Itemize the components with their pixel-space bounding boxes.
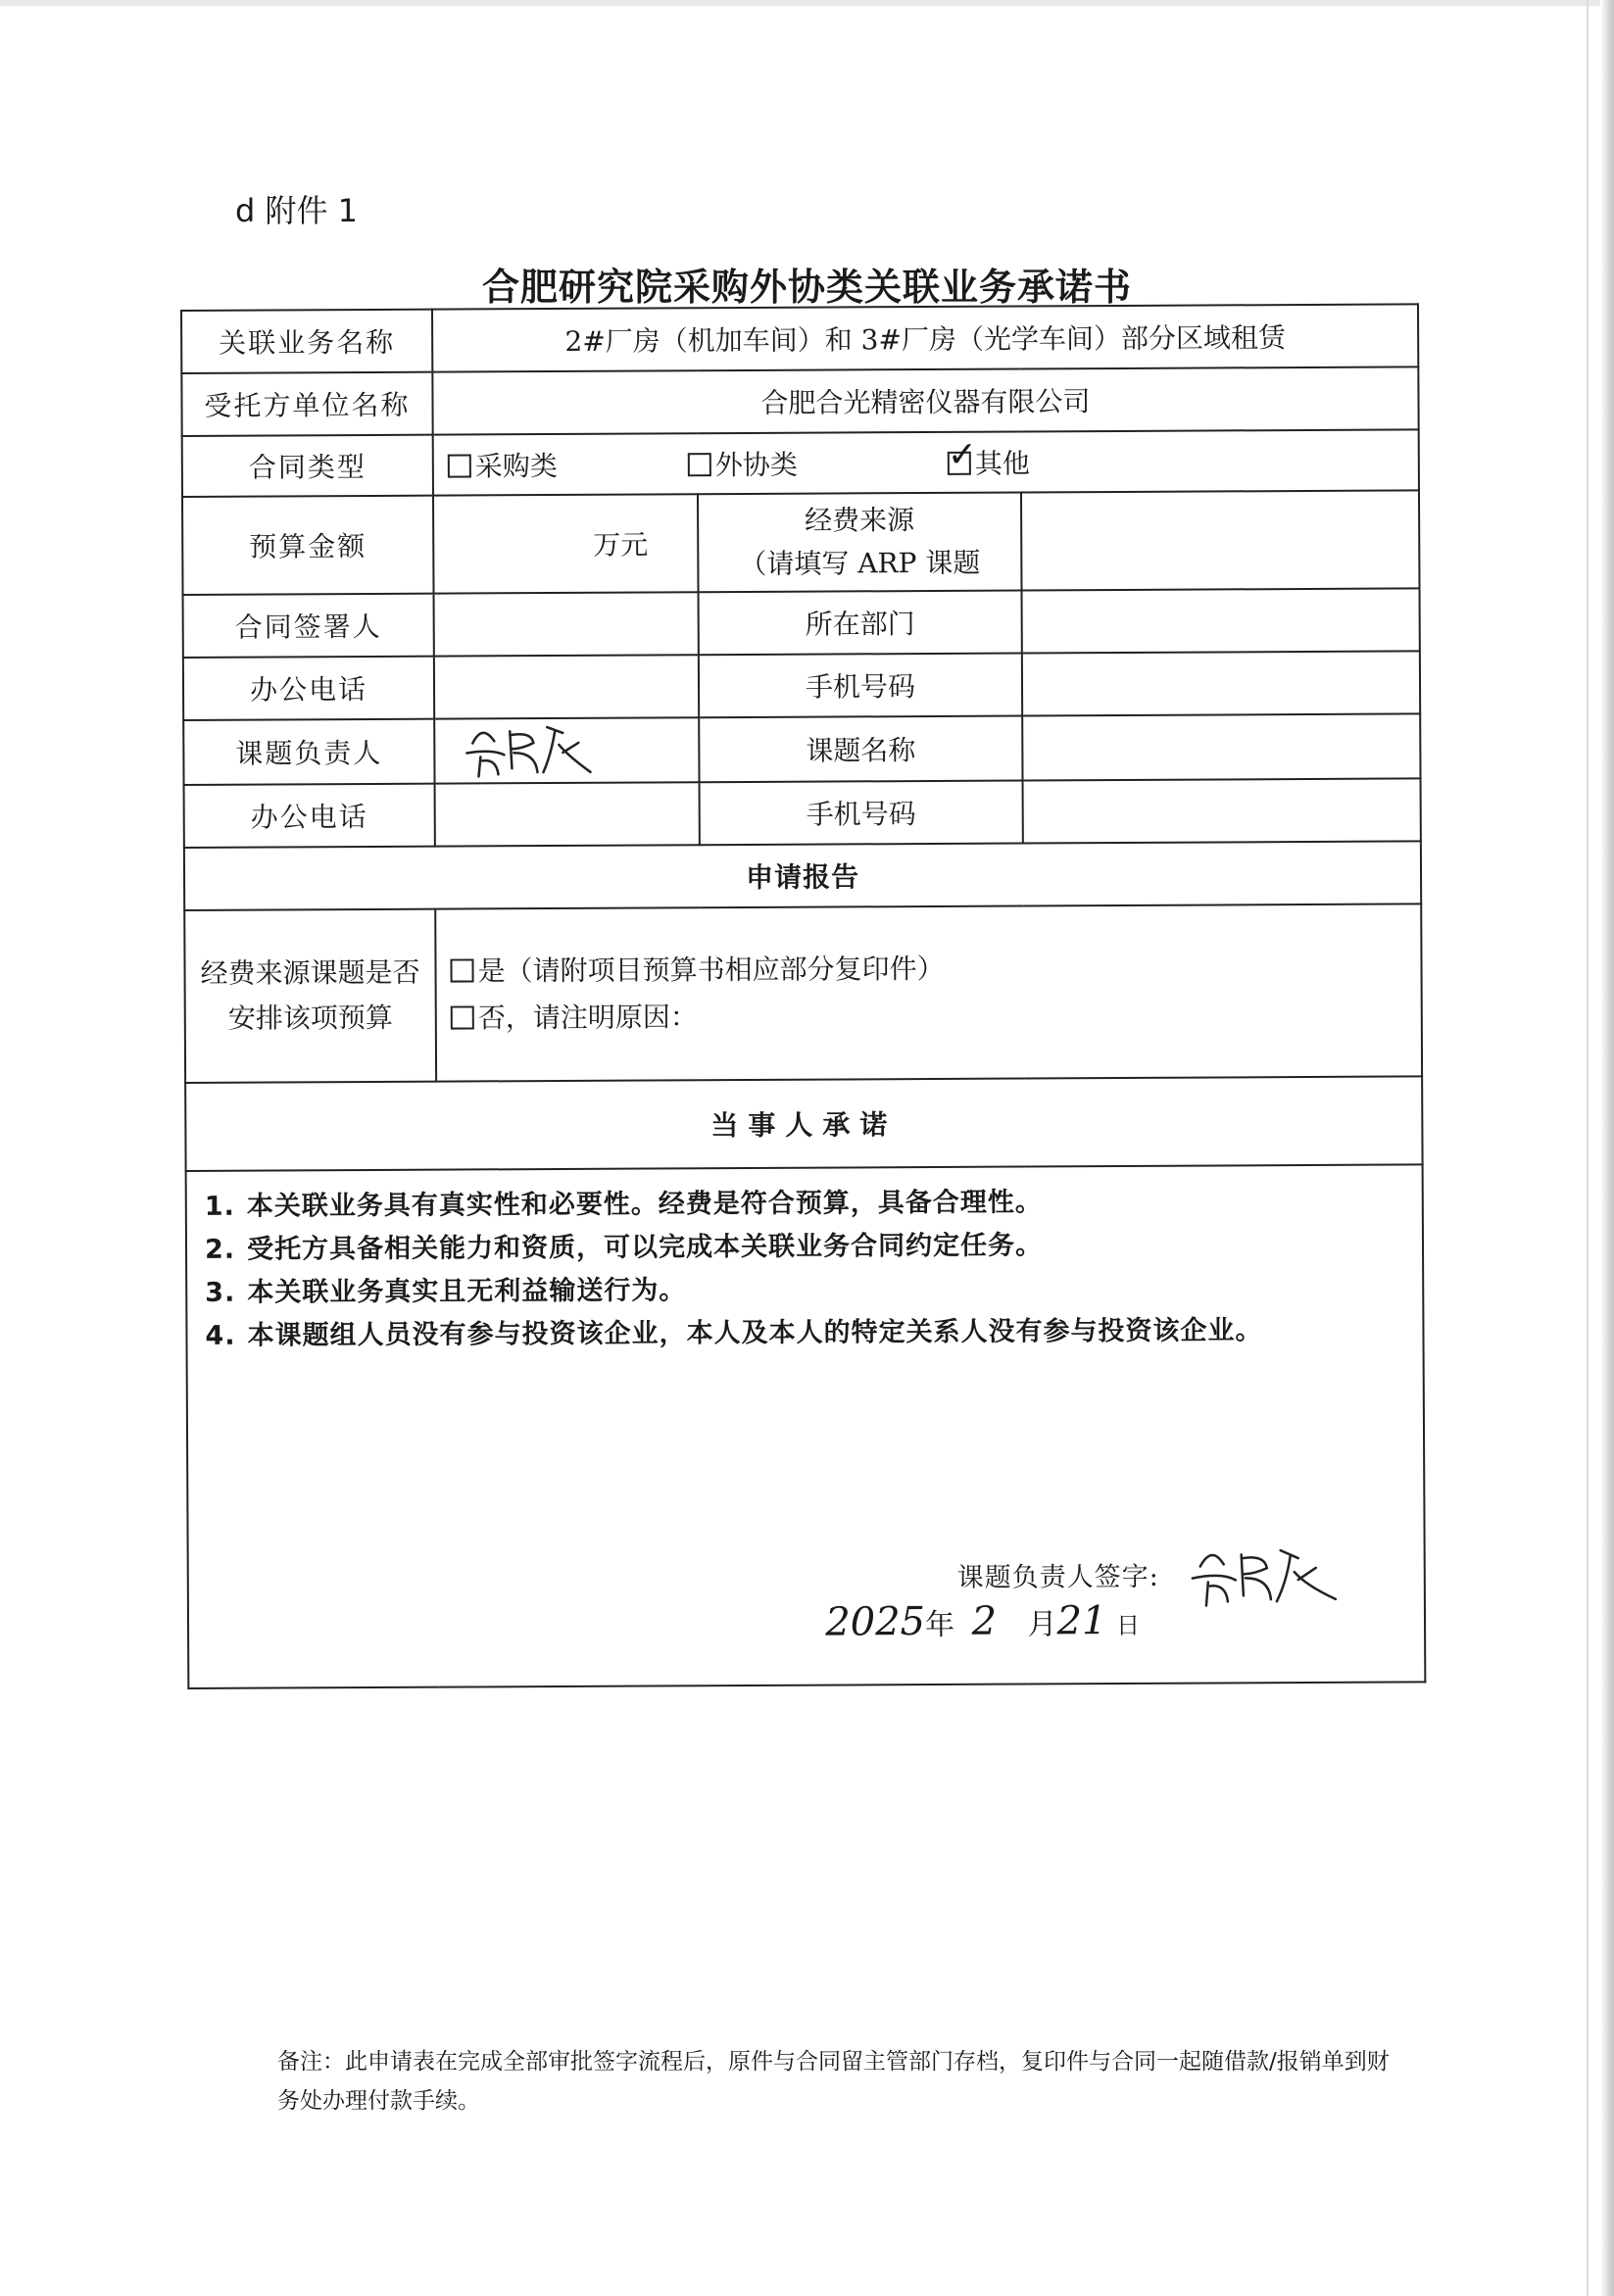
mobile-value-2[interactable] bbox=[1023, 778, 1421, 843]
purchase-label: 采购类 bbox=[474, 449, 558, 483]
mobile-label-2: 手机号码 bbox=[700, 781, 1023, 846]
office-phone-value[interactable] bbox=[434, 655, 699, 718]
date-month-char: 月 bbox=[1027, 1607, 1057, 1642]
row-budget bbox=[182, 490, 1420, 595]
commitment-item: 3. 本关联业务真实且无利益输送行为。 bbox=[205, 1275, 687, 1308]
commitment-body bbox=[186, 1164, 1426, 1688]
option-outsourcing[interactable] bbox=[688, 443, 948, 483]
leader-signature-handwriting bbox=[453, 713, 610, 783]
row-office-phone-2 bbox=[184, 778, 1421, 848]
footer-note: 备注：此申请表在完成全部审批签字流程后，原件与合同留主管部门存档，复印件与合同一起随借款/报销单到财务处办理付款手续。 bbox=[277, 2049, 1390, 2114]
row-contract-type bbox=[182, 429, 1419, 497]
row-business-name bbox=[181, 304, 1418, 373]
contract-type-label: 合同类型 bbox=[182, 435, 433, 497]
document-title: 合肥研究院采购外协类关联业务承诺书 bbox=[481, 266, 1132, 309]
date-year: 2025 bbox=[825, 1599, 926, 1645]
commitment-item: 2. 受托方具备相关能力和资质，可以完成本关联业务合同约定任务。 bbox=[204, 1230, 1044, 1265]
application-options bbox=[435, 904, 1422, 1081]
department-value[interactable] bbox=[1022, 588, 1420, 653]
contract-signer-value[interactable] bbox=[434, 592, 699, 656]
date-month: 2 bbox=[971, 1598, 998, 1644]
budget-value[interactable] bbox=[433, 494, 699, 593]
date-day-char: 日 bbox=[1116, 1611, 1141, 1640]
mobile-label: 手机号码 bbox=[699, 654, 1022, 718]
scan-edge-top bbox=[0, 0, 1614, 6]
project-name-label: 课题名称 bbox=[699, 716, 1022, 783]
option-purchase[interactable] bbox=[448, 444, 688, 484]
commitment-form-table bbox=[180, 303, 1426, 1689]
signature-label: 课题负责人签字: bbox=[956, 1561, 1159, 1593]
no-checkbox[interactable] bbox=[451, 1005, 474, 1029]
row-office-phone bbox=[183, 651, 1420, 720]
yes-checkbox[interactable] bbox=[450, 958, 473, 982]
scan-edge-right bbox=[1600, 0, 1614, 2296]
other-checkbox[interactable] bbox=[948, 452, 971, 475]
funding-source-label-cell bbox=[698, 493, 1022, 593]
commitment-item: 4. 本课题组人员没有参与投资该企业，本人及本人的特定关系人没有参与投资该企业。 bbox=[205, 1315, 1263, 1351]
attachment-label: d 附件 1 bbox=[235, 192, 359, 229]
funding-source-hint: （请填写 ARP 课题 bbox=[739, 546, 981, 581]
row-entrusted-unit bbox=[181, 366, 1418, 436]
sign-date bbox=[825, 1598, 1140, 1645]
application-question-line1: 经费来源课题是否 bbox=[200, 955, 420, 990]
row-commitment-heading bbox=[185, 1076, 1422, 1171]
project-leader-label: 课题负责人 bbox=[183, 719, 434, 785]
application-question bbox=[184, 909, 436, 1083]
leader-signature-handwriting-2 bbox=[1179, 1537, 1355, 1616]
option-other[interactable] bbox=[948, 442, 1030, 481]
scan-edge-line bbox=[1587, 0, 1589, 2296]
project-leader-signature bbox=[434, 717, 699, 783]
outsourcing-checkbox[interactable] bbox=[688, 453, 711, 476]
department-label: 所在部门 bbox=[699, 591, 1022, 656]
row-application-heading bbox=[184, 841, 1421, 910]
option-yes[interactable] bbox=[450, 943, 1414, 995]
project-name-value[interactable] bbox=[1022, 713, 1420, 780]
contract-type-options bbox=[433, 429, 1419, 495]
contract-signer-label: 合同签署人 bbox=[183, 594, 434, 658]
purchase-checkbox[interactable] bbox=[448, 454, 471, 477]
office-phone-label: 办公电话 bbox=[183, 657, 434, 720]
date-year-char: 年 bbox=[924, 1607, 955, 1643]
application-heading: 申请报告 bbox=[184, 841, 1421, 910]
office-phone-value-2[interactable] bbox=[435, 782, 700, 846]
commitment-heading: 当事人承诺 bbox=[185, 1076, 1422, 1171]
business-name-label: 关联业务名称 bbox=[181, 310, 432, 373]
budget-label: 预算金额 bbox=[182, 496, 434, 595]
signature-area bbox=[825, 1537, 1366, 1667]
no-label: 否，请注明原因： bbox=[477, 1001, 698, 1035]
other-label: 其他 bbox=[974, 447, 1030, 480]
entrusted-unit-value: 合肥合光精密仪器有限公司 bbox=[432, 366, 1418, 434]
row-project-leader bbox=[183, 713, 1420, 785]
commitment-item: 1. 本关联业务具有真实性和必要性。经费是符合预算，具备合理性。 bbox=[204, 1187, 1043, 1222]
entrusted-unit-label: 受托方单位名称 bbox=[181, 372, 432, 436]
budget-unit: 万元 bbox=[593, 528, 649, 562]
office-phone-label-2: 办公电话 bbox=[184, 784, 435, 848]
date-day: 21 bbox=[1056, 1598, 1107, 1644]
yes-label: 是（请附项目预算书相应部分复印件） bbox=[477, 952, 945, 988]
outsourcing-label: 外协类 bbox=[714, 448, 798, 482]
option-no[interactable] bbox=[451, 990, 1415, 1042]
business-name-value: 2#厂房（机加车间）和 3#厂房（光学车间）部分区域租赁 bbox=[432, 304, 1418, 371]
funding-source-value[interactable] bbox=[1021, 490, 1420, 590]
funding-source-label: 经费来源 bbox=[805, 504, 915, 537]
row-contract-signer bbox=[183, 588, 1420, 658]
application-question-line2: 安排该项预算 bbox=[227, 1001, 393, 1035]
row-application-question bbox=[184, 904, 1422, 1083]
row-commitment-body bbox=[186, 1164, 1426, 1688]
mobile-value[interactable] bbox=[1022, 651, 1420, 715]
